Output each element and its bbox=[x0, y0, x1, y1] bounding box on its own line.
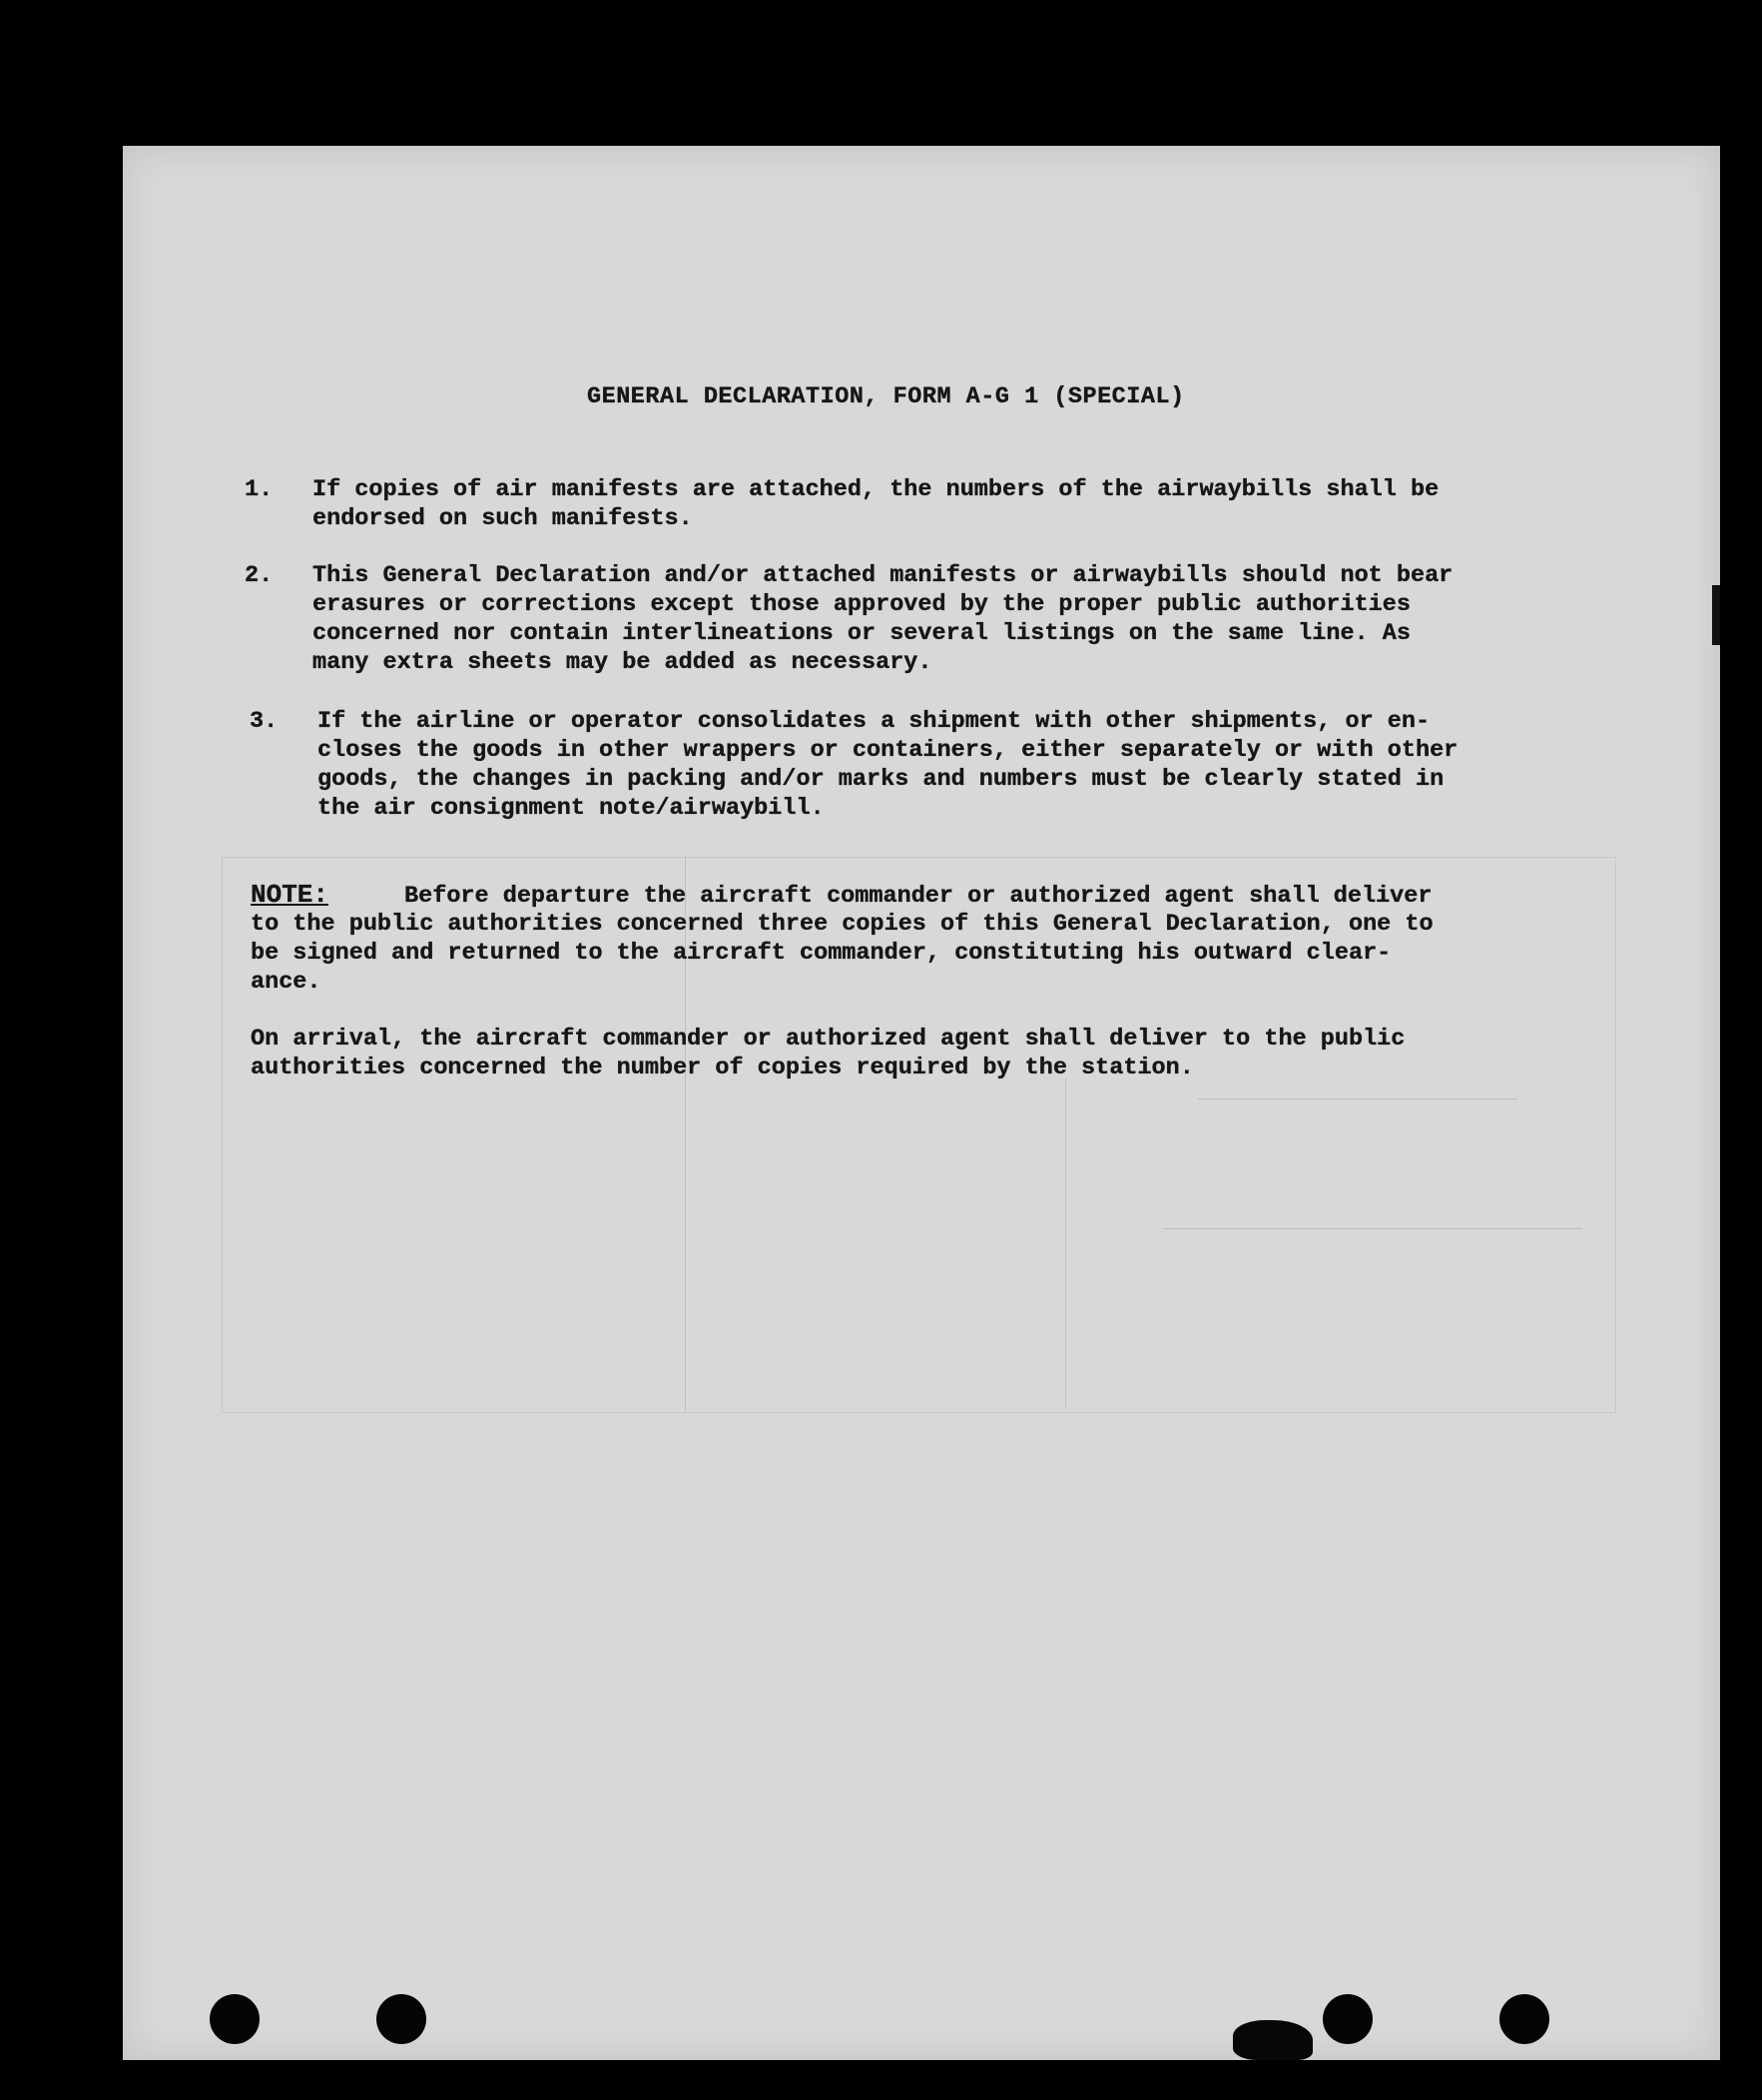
note-label: NOTE: bbox=[251, 880, 329, 910]
item-number: 1. bbox=[245, 476, 274, 503]
item-number: 2. bbox=[245, 562, 274, 589]
arrival-line: On arrival, the aircraft commander or authorized agent shall deliver to the public bbox=[251, 1026, 1406, 1052]
item-line: concerned nor contain interlineations or several listings on the same line. As bbox=[312, 620, 1411, 647]
bleed-through-line bbox=[1198, 1098, 1517, 1099]
punch-hole bbox=[1499, 1994, 1549, 2044]
punch-hole bbox=[1323, 1994, 1373, 2044]
item-line: erasures or corrections except those approved by the proper public authorities bbox=[312, 591, 1411, 618]
bleed-through-line bbox=[1163, 1228, 1582, 1229]
bleed-through-line bbox=[1065, 1078, 1066, 1408]
item-line: If the airline or operator consolidates a shipment with other shipments, or en- bbox=[317, 708, 1431, 735]
item-line: many extra sheets may be added as necessary. bbox=[312, 649, 932, 676]
edge-notch bbox=[1712, 585, 1720, 645]
torn-edge-mark bbox=[1233, 2020, 1313, 2060]
punch-hole bbox=[376, 1994, 426, 2044]
document-title: GENERAL DECLARATION, FORM A-G 1 (SPECIAL) bbox=[587, 383, 1185, 410]
item-line: If copies of air manifests are attached, the numbers of the airwaybills shall be bbox=[312, 476, 1440, 503]
note-line: ance. bbox=[251, 969, 321, 996]
note-line: to the public authorities concerned three copies of this General Declaration, one to bbox=[251, 911, 1434, 938]
item-number: 3. bbox=[250, 708, 279, 735]
item-line: This General Declaration and/or attached manifests or airwaybills should not bear bbox=[312, 562, 1454, 589]
item-line: goods, the changes in packing and/or marks and numbers must be clearly stated in bbox=[317, 766, 1445, 793]
item-line: closes the goods in other wrappers or containers, either separately or with other bbox=[317, 737, 1459, 764]
note-line: Before departure the aircraft commander or authorized agent shall deliver bbox=[404, 883, 1433, 910]
arrival-line: authorities concerned the number of copies required by the station. bbox=[251, 1054, 1194, 1081]
punch-hole bbox=[210, 1994, 260, 2044]
note-line: be signed and returned to the aircraft commander, constituting his outward clear- bbox=[251, 940, 1392, 967]
item-line: the air consignment note/airwaybill. bbox=[317, 795, 825, 822]
item-line: endorsed on such manifests. bbox=[312, 505, 693, 532]
